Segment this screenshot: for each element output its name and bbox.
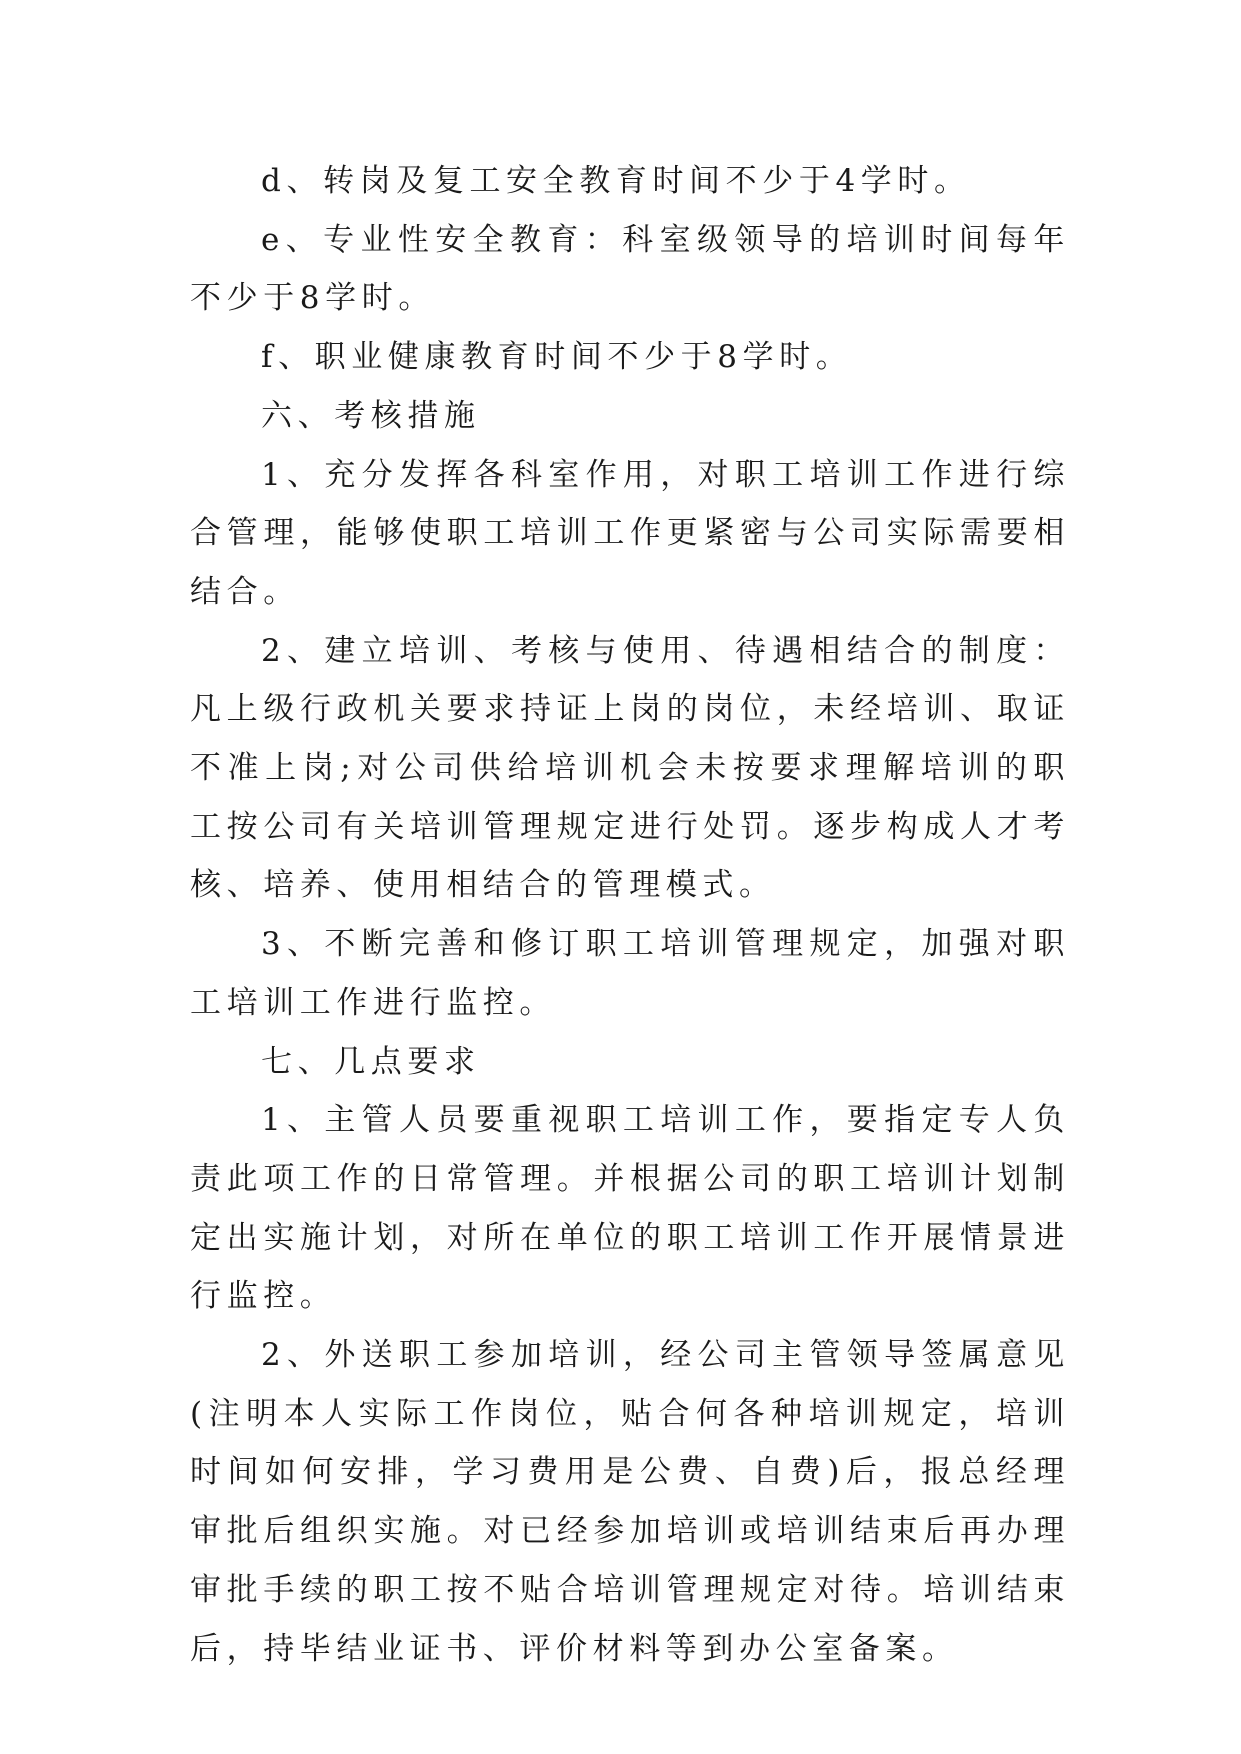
paragraph-f-health-education: f、职业健康教育时间不少于8学时。 [261, 339, 853, 376]
section-heading-requirements: 七、几点要求 [261, 1043, 481, 1080]
paragraph-requirement-1: 1、主管人员要重视职工培训工作，要指定专人负责此项工作的日常管理。并根据公司的职工培训计划制定出实施计划，对所在单位的职工培训工作开展情景进行监控。 [190, 1102, 1070, 1315]
document-body [190, 152, 1070, 1678]
paragraph-assessment-3: 3、不断完善和修订职工培训管理规定，加强对职工培训工作进行监控。 [190, 926, 1070, 1021]
paragraph-assessment-2: 2、建立培训、考核与使用、待遇相结合的制度：凡上级行政机关要求持证上岗的岗位，未经培训、取证不准上岗;对公司供给培训机会未按要求理解培训的职工按公司有关培训管理规定进行处罚。逐步构成人才考核、培养、使用相结合的管理模式。 [190, 632, 1070, 904]
paragraph-requirement-2: 2、外送职工参加培训，经公司主管领导签属意见(注明本人实际工作岗位，贴合何各种培训规定，培训时间如何安排，学习费用是公费、自费)后，报总经理审批后组织实施。对已经参加培训或培训结束后再办理审批手续的职工按不贴合培训管理规定对待。培训结束后，持毕结业证书、评价材料等到办公室备案。 [190, 1337, 1070, 1667]
paragraph-d-transfer-training: d、转岗及复工安全教育时间不少于4学时。 [261, 163, 971, 199]
paragraph-assessment-1: 1、充分发挥各科室作用，对职工培训工作进行综合管理，能够使职工培训工作更紧密与公司实际需要相结合。 [190, 456, 1070, 610]
section-heading-assessment: 六、考核措施 [261, 397, 481, 434]
paragraph-e-professional-training: e、专业性安全教育：科室级领导的培训时间每年不少于8学时。 [190, 221, 1070, 317]
